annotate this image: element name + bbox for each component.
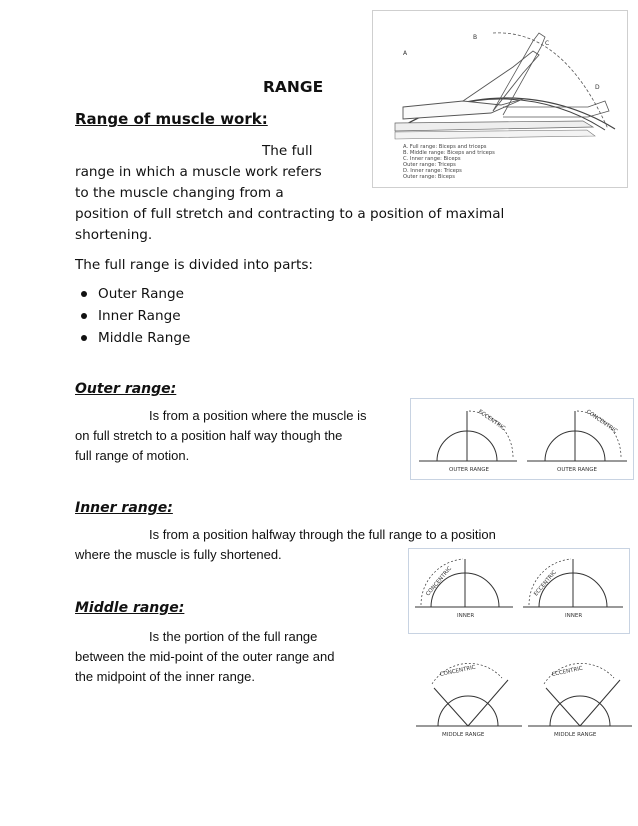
list-item-middle-range: Middle Range: [75, 327, 190, 349]
arm-range-figure: [372, 10, 628, 188]
list-item-outer-range: Outer Range: [75, 283, 190, 305]
inner-label-right: INNER: [565, 613, 583, 619]
divided-text: The full range is divided into parts:: [75, 257, 313, 273]
inner-arc-text-right: ECCENTRIC: [533, 569, 558, 598]
inner-line-2: where the muscle is fully shortened.: [75, 547, 282, 562]
inner-range-figure: [408, 548, 630, 634]
inner-arc-text-left: CONCENTRIC: [425, 565, 454, 598]
arm-legend-1: A. Full range: Biceps and triceps: [403, 144, 487, 150]
middle-line-3: the midpoint of the inner range.: [75, 669, 255, 684]
middle-range-heading: Middle range:: [75, 600, 185, 616]
middle-line-2: between the mid-point of the outer range and: [75, 649, 335, 664]
arc-label-b: B: [473, 34, 478, 41]
arm-legend-6: Outer range: Biceps: [403, 174, 455, 180]
page-title: RANGE: [263, 78, 324, 96]
outer-arc-text-left: ECCENTRIC: [476, 409, 507, 432]
intro-line-3: to the muscle changing from a: [75, 185, 284, 201]
middle-label-right: MIDDLE RANGE: [554, 732, 597, 738]
outer-arc-text-right: CONCENTRIC: [584, 409, 619, 435]
arm-legend-5: D. Inner range: Triceps: [403, 168, 462, 174]
outer-range-heading: Outer range:: [75, 381, 177, 397]
arc-label-d: D: [595, 84, 600, 91]
arm-legend-3: C. Inner range: Biceps: [403, 156, 461, 162]
outer-line-3: full range of motion.: [75, 448, 190, 463]
arc-label-c: C: [545, 40, 550, 47]
middle-arc-text-right: ECCENTRIC: [551, 665, 584, 679]
middle-arc-text-left: CONCENTRIC: [439, 664, 477, 679]
range-of-muscle-work-heading: Range of muscle work:: [75, 110, 268, 128]
intro-line-5: shortening.: [75, 227, 153, 243]
range-parts-list: [75, 283, 190, 349]
inner-range-heading: Inner range:: [75, 500, 173, 516]
outer-line-2: on full stretch to a position half way though the: [75, 428, 343, 443]
arm-legend-2: B. Middle range: Biceps and triceps: [403, 150, 495, 156]
intro-line-2: range in which a muscle work refers: [75, 164, 322, 180]
outer-line-1: Is from a position where the muscle is: [149, 408, 367, 423]
middle-range-figure: [410, 652, 636, 746]
outer-range-figure: [410, 398, 634, 480]
arm-legend-4: Outer range: Triceps: [403, 162, 456, 168]
inner-label-left: INNER: [457, 613, 475, 619]
intro-line-1: The full: [262, 143, 313, 159]
inner-line-1: Is from a position halfway through the full range to a position: [149, 527, 496, 542]
arc-label-a: A: [403, 50, 408, 57]
middle-line-1: Is the portion of the full range: [149, 629, 318, 644]
outer-label-right: OUTER RANGE: [557, 467, 597, 473]
middle-label-left: MIDDLE RANGE: [442, 732, 485, 738]
list-item-inner-range: Inner Range: [75, 305, 190, 327]
outer-label-left: OUTER RANGE: [449, 467, 489, 473]
intro-line-4: position of full stretch and contracting to a position of maximal: [75, 206, 505, 222]
